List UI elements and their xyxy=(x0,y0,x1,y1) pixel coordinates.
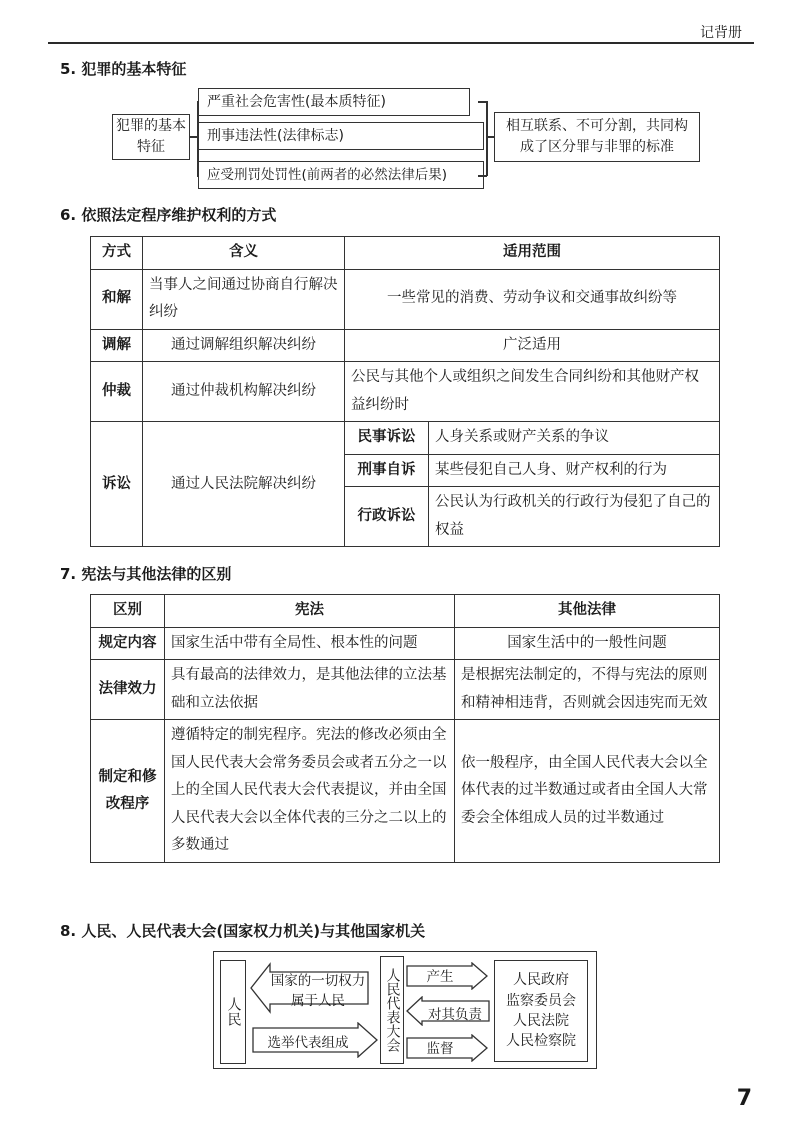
method-meaning: 通过仲裁机构解决纠纷 xyxy=(143,362,345,422)
lawsuit-type: 刑事自诉 xyxy=(345,454,429,487)
crime-feature-1 xyxy=(198,88,470,116)
lawsuit-desc: 某些侵犯自己人身、财产权利的行为 xyxy=(429,454,720,487)
header-cell: 区别 xyxy=(91,595,165,628)
other-law-cell: 是根据宪法制定的，不得与宪法的原则和精神相违背，否则就会因违宪而无效 xyxy=(455,660,720,720)
organ-item: 人民法院 xyxy=(513,1013,569,1029)
organ-item: 人民检察院 xyxy=(506,1033,576,1050)
crime-feature-3-text: 应受刑罚处罚性(前两者的必然法律后果) xyxy=(207,166,448,183)
constitution-cell: 遵循特定的制宪程序。宪法的修改必须由全国人民代表大会常务委员会或者五分之一以上的全国人民代表大会代表提议，并由全国人民代表大会以全体代表的三分之二以上的多数通过 xyxy=(165,720,455,863)
bracket-right-bottom xyxy=(478,175,487,177)
constitution-cell: 具有最高的法律效力，是其他法律的立法基础和立法依据 xyxy=(165,660,455,720)
method-meaning: 当事人之间通过协商自行解决纠纷 xyxy=(143,269,345,329)
diff-key: 规定内容 xyxy=(91,627,165,660)
header-cell: 适用范围 xyxy=(345,237,720,270)
table-row xyxy=(91,627,720,660)
crime-feature-3 xyxy=(198,161,484,189)
constitution-cell: 国家生活中带有全局性、根本性的问题 xyxy=(165,627,455,660)
lawsuit-desc: 人身关系或财产关系的争议 xyxy=(429,422,720,455)
section-5-title: 5. 犯罪的基本特征 xyxy=(60,60,187,78)
responsible-label: 对其负责 xyxy=(428,1007,482,1023)
crime-result-text: 相互联系、不可分割，共同构成了区分罪与非罪的标准 xyxy=(506,118,688,155)
crime-feature-1-text: 严重社会危害性(最本质特征) xyxy=(207,93,386,110)
crime-feature-2 xyxy=(198,122,484,150)
table-row xyxy=(91,720,720,863)
header-label: 记背册 xyxy=(700,25,742,41)
crime-feature-2-text: 刑事违法性(法律标志) xyxy=(207,127,344,144)
header-cell: 方式 xyxy=(91,237,143,270)
rights-methods-table xyxy=(90,236,720,547)
crime-center-box xyxy=(112,114,190,160)
method-meaning: 通过调解组织解决纠纷 xyxy=(143,329,345,362)
header-cell: 其他法律 xyxy=(455,595,720,628)
table-row xyxy=(91,660,720,720)
diff-key: 制定和修改程序 xyxy=(91,720,165,863)
header-rule xyxy=(48,42,754,44)
produce-label: 产生 xyxy=(426,969,454,985)
bracket-right-vertical xyxy=(486,101,488,176)
table-row xyxy=(91,422,720,455)
header-cell: 含义 xyxy=(143,237,345,270)
other-organs-box xyxy=(494,960,588,1062)
organ-item: 人民政府 xyxy=(513,972,569,989)
table-row xyxy=(91,362,720,422)
method-scope: 公民与其他个人或组织之间发生合同纠纷和其他财产权益纠纷时 xyxy=(345,362,720,422)
table-header-row xyxy=(91,595,720,628)
other-law-cell: 国家生活中的一般性问题 xyxy=(455,627,720,660)
npc-box xyxy=(380,956,404,1064)
people-box xyxy=(220,960,246,1064)
table-row xyxy=(91,269,720,329)
elect-label: 选举代表组成 xyxy=(267,1035,349,1051)
constitution-table xyxy=(90,594,720,863)
bracket-right-stem xyxy=(486,136,494,138)
diff-key: 法律效力 xyxy=(91,660,165,720)
section-7-title: 7. 宪法与其他法律的区别 xyxy=(60,565,232,583)
header-cell: 宪法 xyxy=(165,595,455,628)
section-8-title: 8. 人民、人民代表大会(国家权力机关)与其他国家机关 xyxy=(60,922,426,940)
method-scope: 广泛适用 xyxy=(345,329,720,362)
table-header-row xyxy=(91,237,720,270)
people-label: 人民 xyxy=(225,997,242,1027)
supervise-label: 监督 xyxy=(426,1041,454,1057)
method-name: 调解 xyxy=(91,329,143,362)
crime-center-label: 犯罪的基本特征 xyxy=(116,118,186,155)
method-scope: 一些常见的消费、劳动争议和交通事故纠纷等 xyxy=(345,269,720,329)
method-meaning: 通过人民法院解决纠纷 xyxy=(143,422,345,547)
organ-item: 监察委员会 xyxy=(506,992,576,1009)
method-name: 和解 xyxy=(91,269,143,329)
npc-label: 人民代表大会 xyxy=(384,968,401,1052)
lawsuit-desc: 公民认为行政机关的行政行为侵犯了自己的权益 xyxy=(429,487,720,547)
power-label: 国家的一切权力属于人民 xyxy=(270,973,366,1009)
page-number: 7 xyxy=(736,1086,752,1111)
method-name: 仲裁 xyxy=(91,362,143,422)
method-name: 诉讼 xyxy=(91,422,143,547)
lawsuit-type: 行政诉讼 xyxy=(345,487,429,547)
other-law-cell: 依一般程序，由全国人民代表大会以全体代表的过半数通过或者由全国人大常委会全体组成人员的过半数通过 xyxy=(455,720,720,863)
lawsuit-type: 民事诉讼 xyxy=(345,422,429,455)
section-6-title: 6. 依照法定程序维护权利的方式 xyxy=(60,206,277,224)
table-row xyxy=(91,329,720,362)
crime-result-box xyxy=(494,112,700,162)
